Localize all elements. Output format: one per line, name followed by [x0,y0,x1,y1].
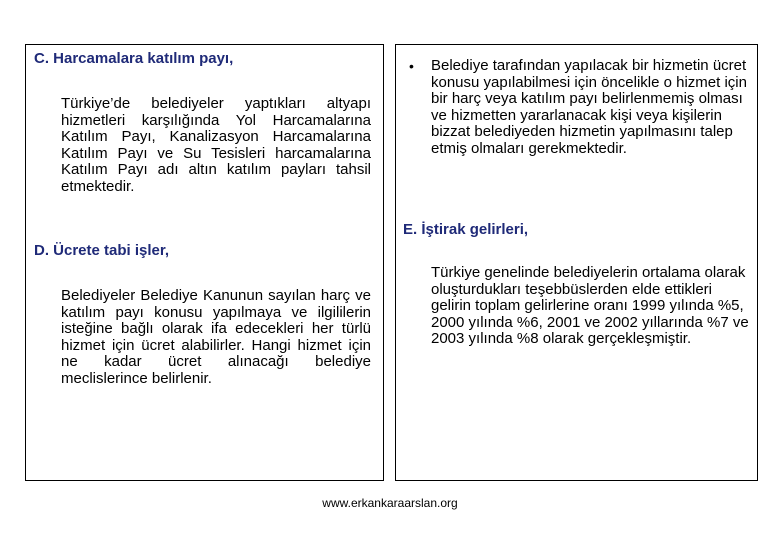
section-d-heading: D. Ücrete tabi işler, [34,242,170,259]
bullet-marker: • [409,58,414,74]
section-e-text: Türkiye genelinde belediyelerin ortalama olarak oluşturdukları teşebbüslerden elde ettikleri gelirin toplam gelirlerine oranı 1999 yılında %5, 2000 yılında %6, 2001 ve 2002 yıllarında %7 ve 2003 yılında %8 olarak gerçekleşmiştir. [431,264,749,347]
section-d-text: Belediyeler Belediye Kanunun sayılan harç ve katılım payı konusu yapılmaya ve ilgililerin isteğine bağlı olarak ifa edecekleri her türlü hizmet için ücret alabilirler. Hangi hizmet için ne kadar ücret alınacağı belediye meclislerince belirlenir. [61,287,371,387]
section-c-heading: C. Harcamalara katılım payı, [34,50,234,67]
section-e-heading: E. İştirak gelirleri, [403,221,529,238]
section-c-text: Türkiye’de belediyeler yaptıkları altyapı hizmetleri karşılığında Yol Harcamalarına Katılım Payı, Kanalizasyon Harcamalarına Katılım Payı ve Su Tesisleri harcamalarına Katılım Payı adı altın katılım payları tahsil etmektedir. [61,95,371,195]
bullet-paragraph: Belediye tarafından yapılacak bir hizmetin ücret konusu yapılabilmesi için öncelikle o hizmet için bir harç veya katılım payı belirlenmemiş olması ve hizmetten yararlanacak kişi veya kişilerin bizzat belediyeden hizmetin yapılmasını talep etmiş olmaları gerekmektedir. [431,57,747,157]
footer-website[interactable]: www.erkankaraarslan.org [322,496,458,510]
